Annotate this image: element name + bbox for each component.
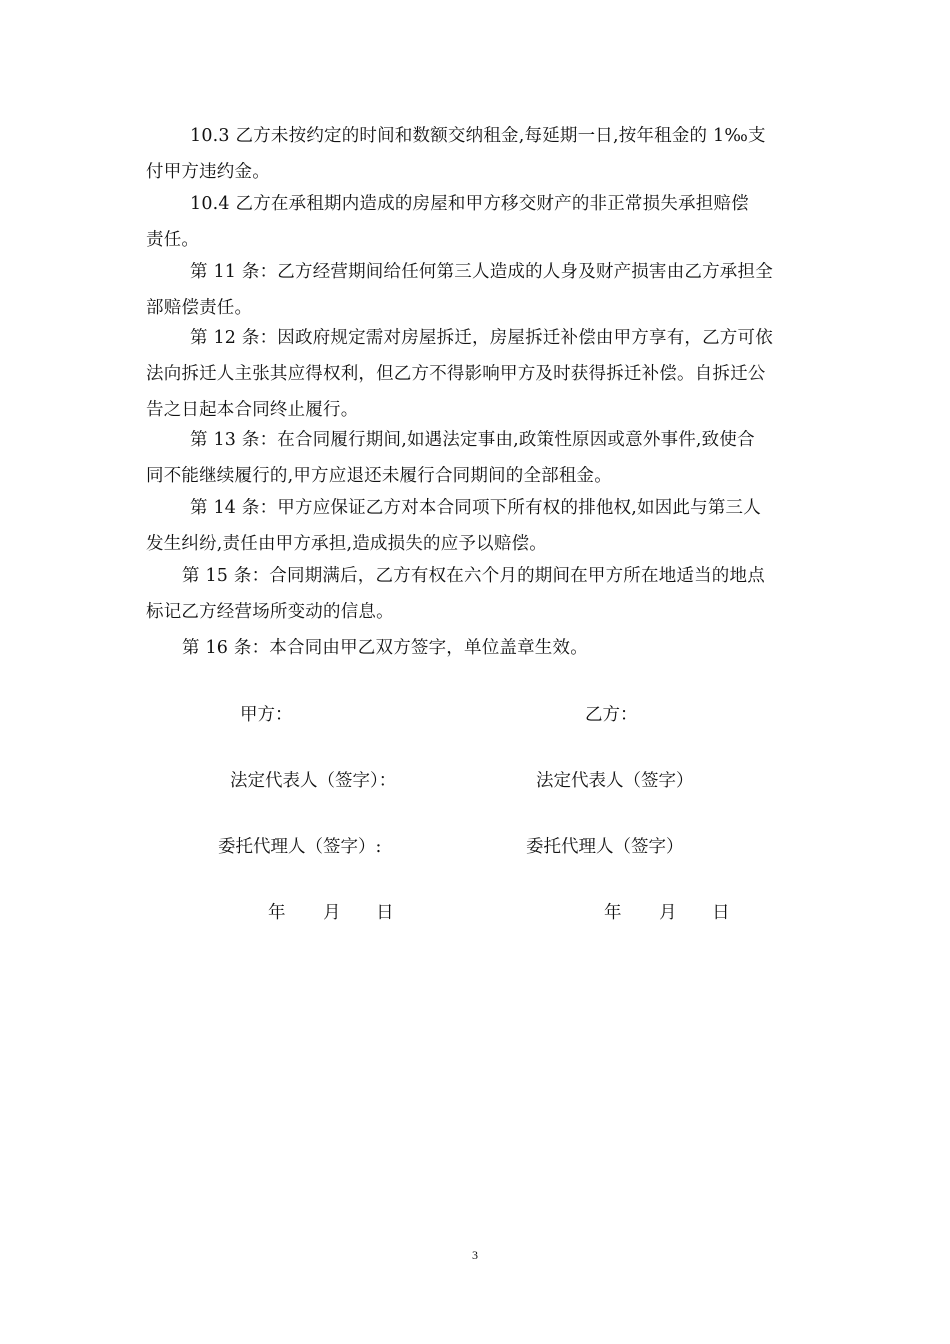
clause-10-4 (146, 186, 810, 258)
clause-14 (146, 490, 810, 562)
clause-12 (146, 320, 810, 428)
party-b-label: 乙方： (585, 705, 638, 725)
clause-line: 第 14 条：甲方应保证乙方对本合同项下所有权的排他权,如因此与第三人 (190, 498, 761, 518)
party-a-date (268, 901, 394, 925)
clause-line: 责任。 (146, 230, 200, 250)
clause-line: 标记乙方经营场所变动的信息。 (146, 602, 394, 622)
clause-line: 发生纠纷,责任由甲方承担,造成损失的应予以赔偿。 (146, 534, 547, 554)
clause-line: 第 13 条：在合同履行期间,如遇法定事由,政策性原因或意外事件,致使合 (190, 430, 755, 450)
clause-line: 法向拆迁人主张其应得权利，但乙方不得影响甲方及时获得拆迁补偿。自拆迁公 (146, 364, 766, 384)
party-a-agent: 委托代理人（签字）: (218, 837, 382, 857)
clause-16 (146, 630, 810, 666)
clause-line: 付甲方违约金。 (146, 162, 270, 182)
party-a-date-year: 年 (268, 903, 286, 923)
party-a-legal-rep: 法定代表人（签字）： (230, 771, 397, 791)
page-number: 3 (472, 1248, 478, 1262)
clause-line: 第 11 条：乙方经营期间给任何第三人造成的人身及财产损害由乙方承担全 (190, 262, 773, 282)
party-b-legal-rep: 法定代表人（签字） (536, 771, 694, 791)
party-b-date-year: 年 (604, 903, 622, 923)
clause-line: 同不能继续履行的,甲方应退还未履行合同期间的全部租金。 (146, 466, 612, 486)
party-b-agent: 委托代理人（签字） (526, 837, 684, 857)
clause-10-3 (146, 118, 810, 190)
clause-line: 第 15 条：合同期满后，乙方有权在六个月的期间在甲方所在地适当的地点 (182, 566, 765, 586)
clause-11 (146, 254, 810, 326)
clause-line: 10.4 乙方在承租期内造成的房屋和甲方移交财产的非正常损失承担赔偿 (190, 194, 749, 214)
clause-line: 告之日起本合同终止履行。 (146, 400, 359, 420)
party-a-label: 甲方： (240, 705, 293, 725)
clause-13 (146, 422, 810, 494)
clause-line: 第 12 条：因政府规定需对房屋拆迁，房屋拆迁补偿由甲方享有，乙方可依 (190, 328, 773, 348)
clause-line: 部赔偿责任。 (146, 298, 253, 318)
party-b-date-day: 日 (712, 903, 730, 923)
clause-line: 10.3 乙方未按约定的时间和数额交纳租金,每延期一日,按年租金的 1‰支 (190, 126, 766, 146)
party-a-date-month: 月 (323, 903, 341, 923)
party-b-date-month: 月 (659, 903, 677, 923)
clause-line: 第 16 条：本合同由甲乙双方签字，单位盖章生效。 (182, 638, 588, 658)
party-b-date (604, 901, 730, 925)
clause-15 (146, 558, 810, 630)
party-a-date-day: 日 (376, 903, 394, 923)
